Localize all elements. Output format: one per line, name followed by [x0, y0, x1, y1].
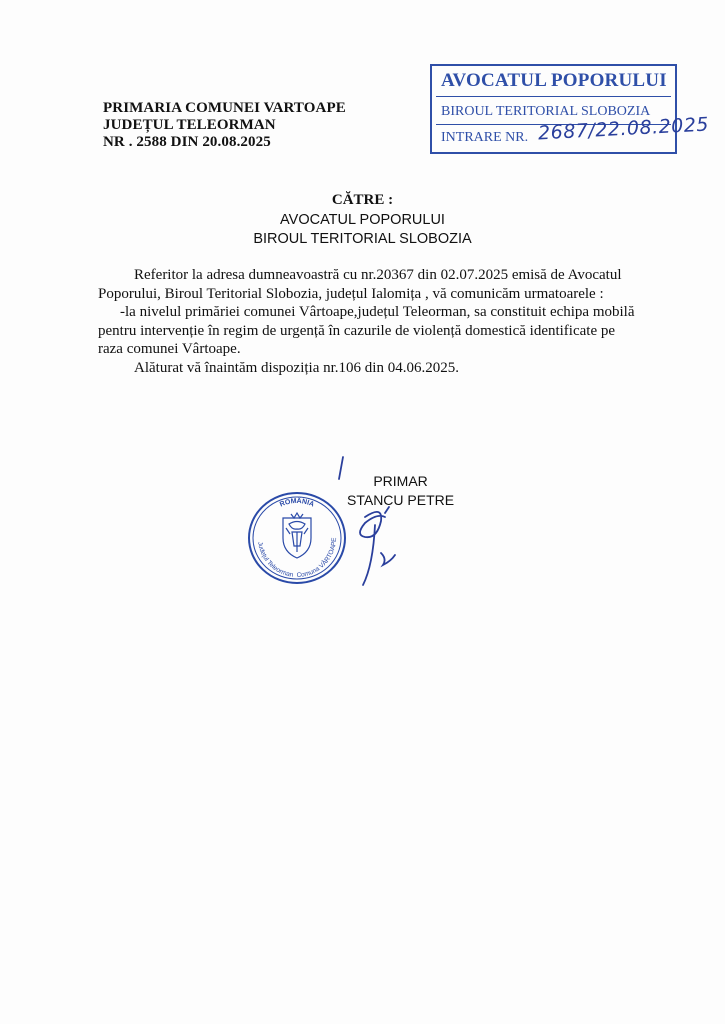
body-paragraph-1: Referitor la adresa dumneavoastră cu nr.20367 din 02.07.2025 emisă de Avocatul Poporului, Biroul Teritorial Slobozia, județul Ialomița , vă comunicăm urmatoarele :	[98, 267, 622, 302]
recipient-heading: CĂTRE :	[331, 192, 394, 208]
seal-top-text: ROMÂNIA	[278, 497, 316, 509]
issuer-registration-number: NR . 2588 DIN 20.08.2025	[103, 134, 271, 150]
stamp-divider	[436, 96, 671, 97]
signatory-name: STANCU PETRE	[347, 492, 455, 508]
handwritten-entry-number: 2687/22.08.2025	[537, 113, 710, 145]
signatory-title: PRIMAR	[373, 473, 428, 489]
recipient-line-2: BIROUL TERITORIAL SLOBOZIA	[253, 231, 472, 247]
letter-body	[98, 266, 638, 377]
stamp-intrare-label: INTRARE NR.	[441, 130, 529, 145]
svg-text:ROMÂNIA	[279, 496, 315, 509]
issuer-line-1: PRIMARIA COMUNEI VARTOAPE	[103, 100, 346, 116]
seal-right-text: Comuna VÂRTOAPE	[296, 537, 339, 580]
stamp-title: AVOCATUL POPORULUI	[441, 70, 667, 91]
body-paragraph-3: Alăturat vă înaintăm dispoziția nr.106 din 04.06.2025.	[134, 359, 459, 376]
stamp-subtitle: BIROUL TERITORIAL SLOBOZIA	[441, 104, 651, 119]
body-paragraph-2: -la nivelul primăriei comunei Vârtoape,județul Teleorman, sa constituit echipa mobilă pentru intervenție în regim de urgență în cazurile de violență domestică identificate pe raza comunei Vârtoape.	[98, 304, 635, 357]
handwritten-signature-icon	[325, 455, 425, 595]
seal-left-text: Județul Teleorman	[256, 541, 294, 579]
issuer-header	[103, 100, 346, 151]
issuer-line-2: JUDEȚUL TELEORMAN	[103, 117, 276, 133]
recipient-line-1: AVOCATUL POPORULUI	[280, 212, 445, 228]
